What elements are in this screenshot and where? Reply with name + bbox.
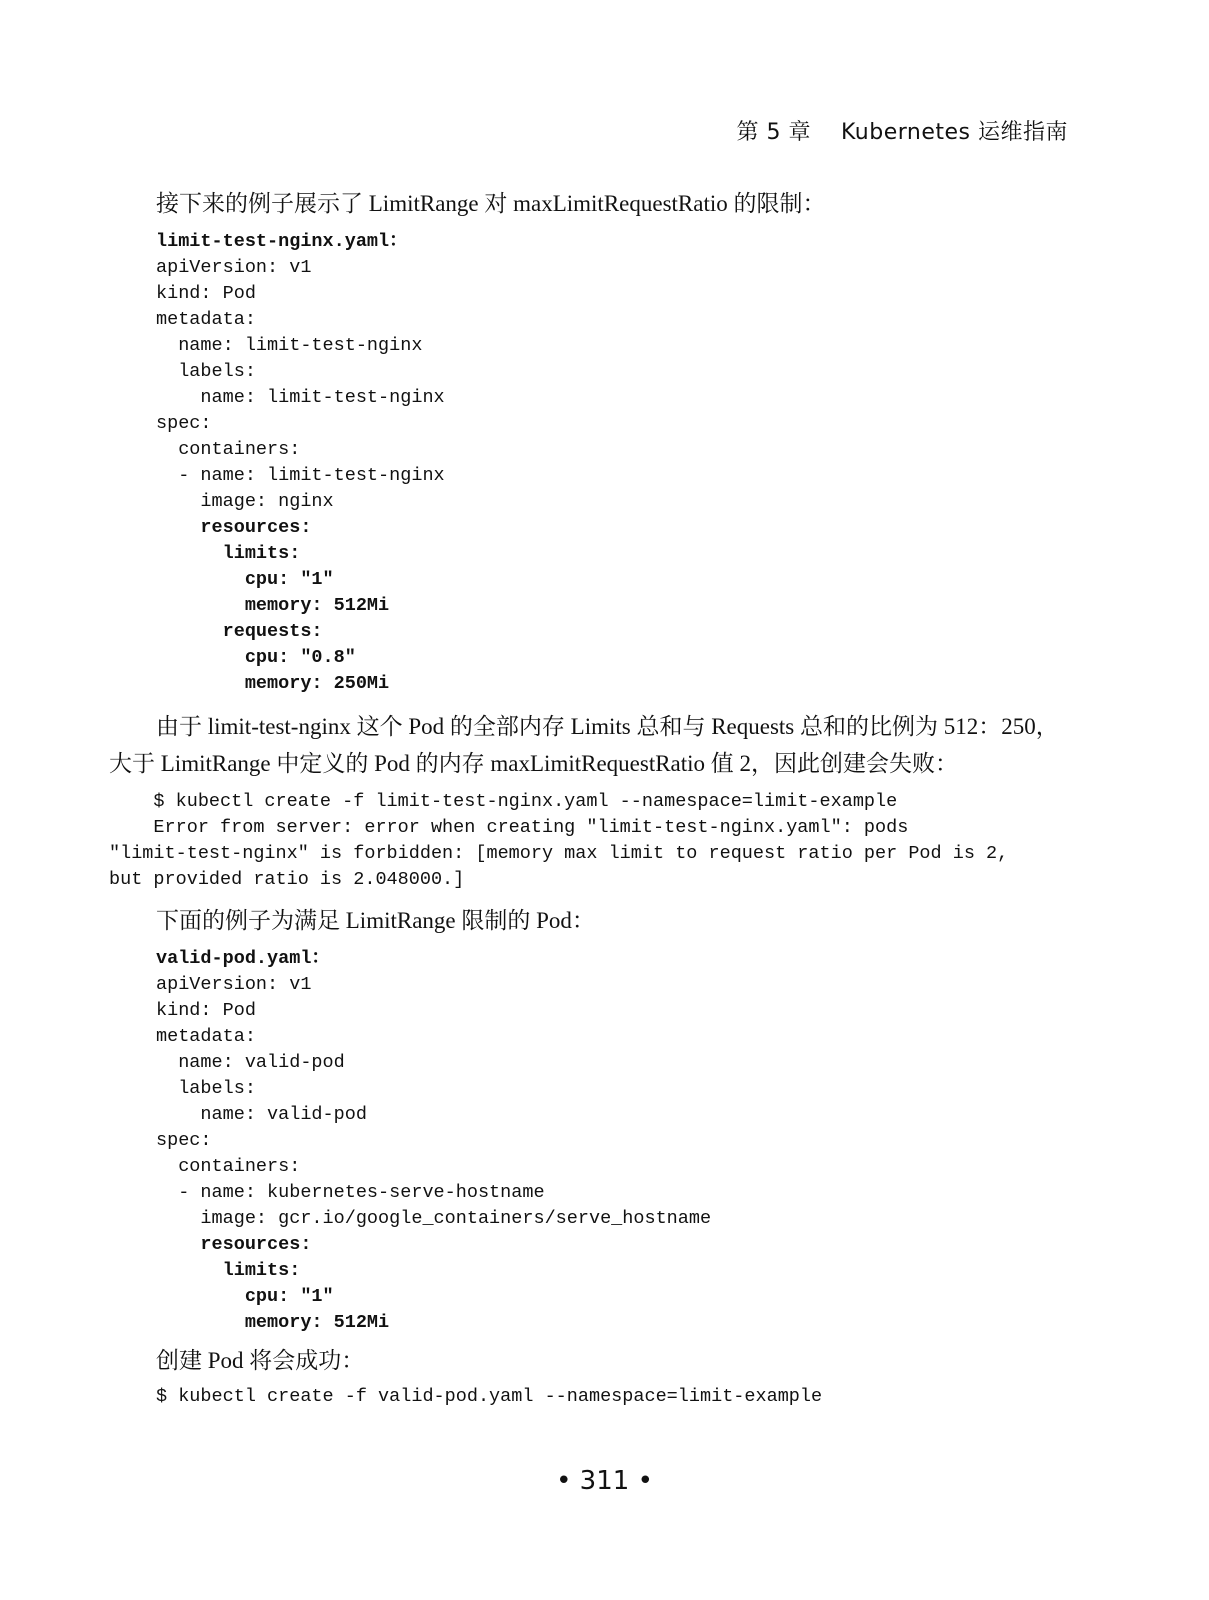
page-number: • 311 • bbox=[556, 1466, 653, 1496]
code-line: - name: limit-test-nginx bbox=[156, 465, 445, 486]
code-line: metadata: bbox=[156, 1026, 256, 1047]
code-line: memory: 250Mi bbox=[156, 673, 390, 694]
code-line: containers: bbox=[156, 1156, 301, 1177]
code-block-valid-pod bbox=[156, 946, 711, 1336]
code-line: name: valid-pod bbox=[156, 1104, 367, 1125]
valid-pod-intro: 下面的例子为满足 LimitRange 限制的 Pod： bbox=[156, 908, 595, 933]
terminal-line: Error from server: error when creating "limit-test-nginx.yaml": pods bbox=[109, 817, 909, 838]
code-line: name: limit-test-nginx bbox=[156, 387, 445, 408]
paragraph-line-1: 由于 limit-test-nginx 这个 Pod 的全部内存 Limits 总和与 Requests 总和的比例为 512：250， bbox=[156, 714, 1059, 739]
code-filename: limit-test-nginx.yaml： bbox=[156, 231, 408, 252]
code-line: cpu: "1" bbox=[156, 569, 334, 590]
command-line: $ kubectl create -f valid-pod.yaml --namespace=limit-example bbox=[156, 1386, 823, 1407]
code-line: image: nginx bbox=[156, 491, 334, 512]
command-block bbox=[156, 1384, 822, 1410]
code-line: resources: bbox=[156, 517, 312, 538]
chapter-label: 第 5 章 bbox=[736, 120, 811, 145]
code-line: kind: Pod bbox=[156, 283, 256, 304]
running-header bbox=[722, 90, 1069, 146]
code-line: name: valid-pod bbox=[156, 1052, 345, 1073]
code-line: resources: bbox=[156, 1234, 312, 1255]
terminal-output bbox=[109, 789, 1008, 893]
code-line: apiVersion: v1 bbox=[156, 974, 312, 995]
chapter-title: Kubernetes 运维指南 bbox=[840, 120, 1068, 145]
code-line: cpu: "0.8" bbox=[156, 647, 356, 668]
code-line: limits: bbox=[156, 1260, 301, 1281]
terminal-line: "limit-test-nginx" is forbidden: [memory max limit to request ratio per Pod is 2, bbox=[109, 843, 1009, 864]
code-block-limit-test-nginx bbox=[156, 229, 445, 697]
code-line: limits: bbox=[156, 543, 301, 564]
code-line: requests: bbox=[156, 621, 323, 642]
intro-paragraph: 接下来的例子展示了 LimitRange 对 maxLimitRequestRatio 的限制： bbox=[156, 191, 826, 216]
terminal-line: $ kubectl create -f limit-test-nginx.yaml --namespace=limit-example bbox=[109, 791, 898, 812]
code-line: memory: 512Mi bbox=[156, 1312, 390, 1333]
code-filename: valid-pod.yaml： bbox=[156, 948, 330, 969]
code-line: name: limit-test-nginx bbox=[156, 335, 423, 356]
code-line: labels: bbox=[156, 1078, 256, 1099]
code-line: containers: bbox=[156, 439, 301, 460]
code-line: cpu: "1" bbox=[156, 1286, 334, 1307]
code-line: image: gcr.io/google_containers/serve_hostname bbox=[156, 1208, 712, 1229]
create-success-text: 创建 Pod 将会成功： bbox=[156, 1348, 365, 1373]
code-line: spec: bbox=[156, 413, 212, 434]
code-line: - name: kubernetes-serve-hostname bbox=[156, 1182, 545, 1203]
code-line: metadata: bbox=[156, 309, 256, 330]
code-line: spec: bbox=[156, 1130, 212, 1151]
paragraph-line-2: 大于 LimitRange 中定义的 Pod 的内存 maxLimitRequestRatio 值 2，因此创建会失败： bbox=[109, 751, 959, 776]
code-line: labels: bbox=[156, 361, 256, 382]
terminal-line: but provided ratio is 2.048000.] bbox=[109, 869, 465, 890]
code-line: kind: Pod bbox=[156, 1000, 256, 1021]
code-line: memory: 512Mi bbox=[156, 595, 390, 616]
code-line: apiVersion: v1 bbox=[156, 257, 312, 278]
